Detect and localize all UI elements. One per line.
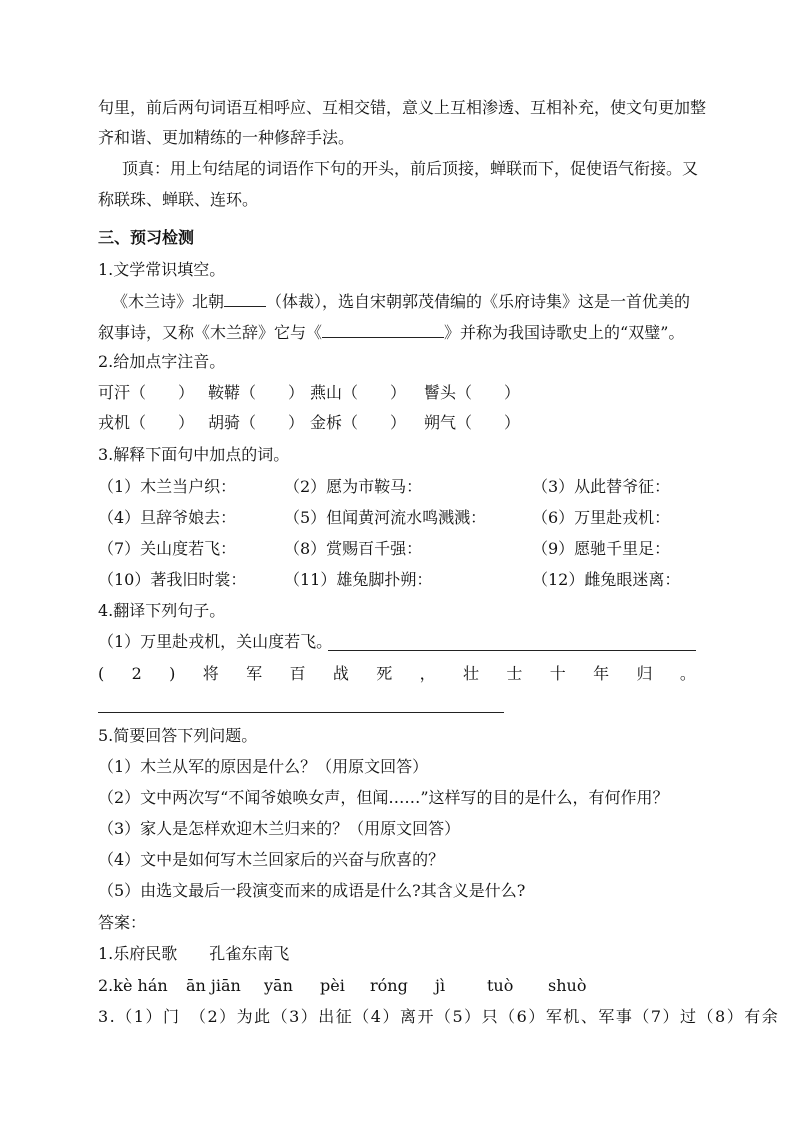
char: 。: [679, 664, 696, 683]
char: 年: [593, 664, 610, 683]
q4-title: 4.翻译下列句子。: [98, 601, 226, 620]
q1-line-1: [112, 290, 690, 312]
q2-item: 可汗（ ）: [98, 383, 195, 402]
q1-line-2: [98, 321, 684, 343]
q1-title: 1.文学常识填空。: [98, 260, 226, 279]
q2-item: 鞍鞯（ ）: [208, 383, 305, 402]
intro-line-1: 句里，前后两句词语互相呼应、互相交错，意义上互相渗透、互相补充，使文句更加整: [98, 98, 707, 117]
q3-item: （9）愿驰千里足：: [532, 539, 671, 558]
q1-blank-poem[interactable]: [322, 321, 444, 338]
pinyin: shuò: [548, 976, 587, 995]
q3-item: （2）愿为市鞍马：: [284, 477, 423, 496]
q4-sentence-1: （1）万里赴戎机，关山度若飞。: [98, 632, 333, 651]
q3-item: （8）赏赐百千强：: [284, 539, 423, 558]
char: 2: [131, 664, 142, 683]
q2-item: 胡骑（ ）: [208, 413, 305, 432]
q5-item: （5）由选文最后一段演变而来的成语是什么?其含义是什么?: [98, 881, 526, 900]
answer-2-prefix: 2.kè hán: [98, 976, 168, 995]
pinyin: pèi: [320, 976, 345, 995]
q5-title: 5.简要回答下列问题。: [98, 726, 258, 745]
char: 十: [549, 664, 566, 683]
char: 死: [376, 664, 393, 683]
q2-item: 金柝（ ）: [310, 413, 407, 432]
q3-item: （12）雌兔眼迷离：: [532, 570, 681, 589]
char: ，: [419, 664, 436, 683]
char: 军: [246, 664, 263, 683]
q3-item: （10）著我旧时裳：: [98, 570, 247, 589]
q2-title: 2.给加点字注音。: [98, 352, 226, 371]
char: 归: [636, 664, 653, 683]
pinyin: jì: [435, 976, 446, 995]
q3-item: （11）雄兔脚扑朔：: [284, 570, 433, 589]
pinyin: róng: [370, 976, 408, 995]
answers-title: 答案：: [98, 913, 147, 932]
char: 壮: [463, 664, 480, 683]
q1-text-c: 叙事诗，又称《木兰辞》它与《: [98, 323, 323, 342]
intro-line-4: 称联珠、蝉联、连环。: [98, 190, 259, 209]
char: 百: [289, 664, 306, 683]
char: ): [169, 664, 176, 683]
pinyin: yān: [264, 976, 293, 995]
q2-item: 戎机（ ）: [98, 413, 195, 432]
q5-item: （3）家人是怎样欢迎木兰归来的？（用原文回答）: [98, 819, 461, 838]
intro-line-3: 顶真：用上句结尾的词语作下句的开头，前后顶接，蝉联而下，促使语气衔接。又: [122, 159, 699, 178]
pinyin: tuò: [487, 976, 514, 995]
q1-blank-genre[interactable]: [224, 290, 266, 307]
intro-line-2: 齐和谐、更加精练的一种修辞手法。: [98, 128, 355, 147]
q2-item: 鬙头（ ）: [424, 383, 521, 402]
q2-item: 朔气（ ）: [424, 413, 521, 432]
pinyin: ān jiān: [186, 976, 241, 995]
q3-item: （4）旦辞爷娘去：: [98, 508, 237, 527]
section-heading: 三、预习检测: [98, 228, 195, 247]
answer-1: 1.乐府民歌 孔雀东南飞: [98, 944, 290, 963]
q4-answer-line-2[interactable]: [98, 712, 504, 713]
q2-item: 燕山（ ）: [310, 383, 407, 402]
char: 战: [332, 664, 349, 683]
q1-text-a: 《木兰诗》北朝: [112, 292, 225, 311]
char: (: [98, 664, 105, 683]
q4-answer-line-1[interactable]: [328, 650, 696, 651]
q5-item: （2）文中两次写“不闻爷娘唤女声，但闻……”这样写的目的是什么，有何作用？: [98, 788, 669, 807]
q3-item: （3）从此替爷征：: [532, 477, 671, 496]
q1-text-d: 》并称为我国诗歌史上的“双璧”。: [444, 323, 685, 342]
q1-text-b: （体裁），选自宋朝郭茂倩编的《乐府诗集》这是一首优美的: [266, 292, 691, 311]
q3-item: （7）关山度若飞：: [98, 539, 237, 558]
q5-item: （4）文中是如何写木兰回家后的兴奋与欣喜的？: [98, 850, 445, 869]
char: 士: [506, 664, 523, 683]
answer-3: 3.（1）门 （2）为此（3）出征（4）离开（5）只（6）军机、军事（7）过（8）有余: [98, 1007, 780, 1026]
q5-item: （1）木兰从军的原因是什么？（用原文回答）: [98, 757, 429, 776]
char: 将: [202, 664, 219, 683]
q4-sentence-2: [98, 664, 696, 684]
q3-item: （1）木兰当户织：: [98, 477, 237, 496]
q3-item: （6）万里赴戎机：: [532, 508, 671, 527]
q3-title: 3.解释下面句中加点的词。: [98, 445, 290, 464]
q3-item: （5）但闻黄河流水鸣溅溅：: [284, 508, 487, 527]
